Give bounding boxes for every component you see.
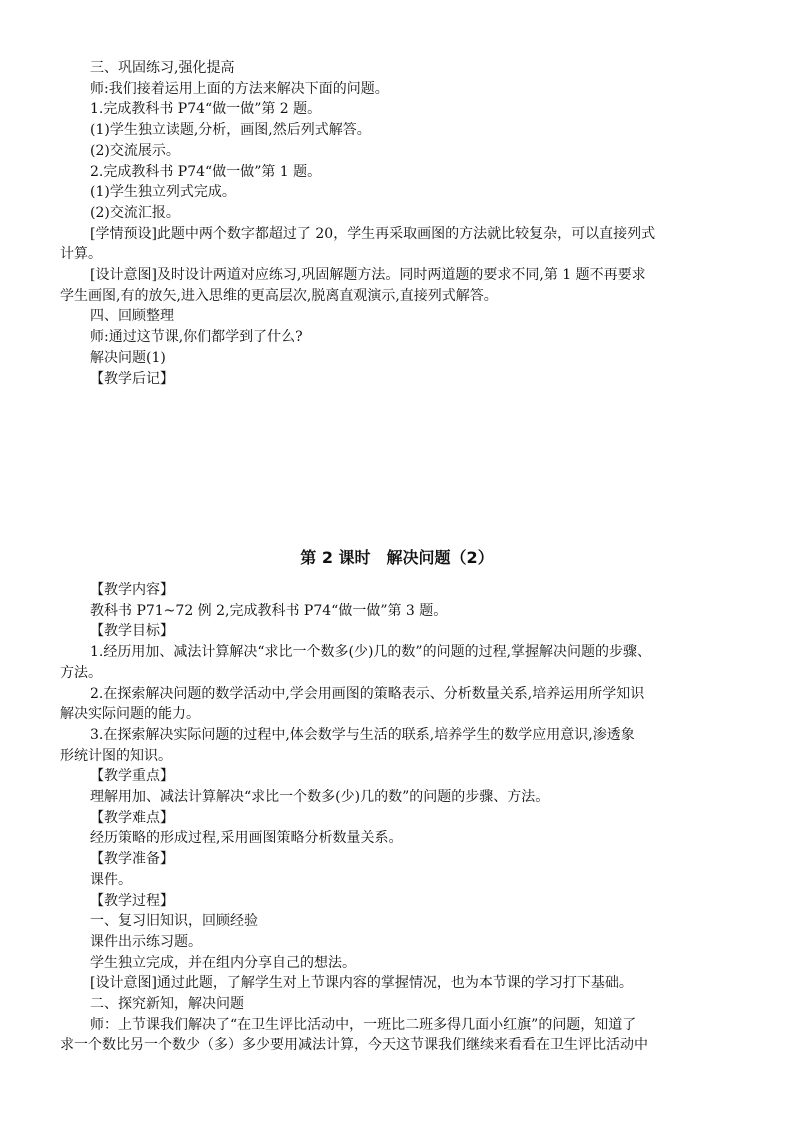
heading-review: 四、回顾整理: [90, 308, 174, 325]
difficulty-text: 经历策略的形成过程,采用画图策略分析数量关系。: [90, 830, 403, 847]
process-line: [设计意图]通过此题，了解学生对上节课内容的掌握情况，也为本节课的学习打下基础。: [90, 975, 633, 992]
teacher-paragraph-line: 师：上节课我们解决了“在卫生评比活动中，一班比二班多得几面小红旗”的问题，知道了: [90, 1016, 637, 1033]
heading-difficulty: 【教学难点】: [90, 809, 174, 826]
paragraph-teacher-intro: 师:我们接着运用上面的方法来解决下面的问题。: [90, 80, 389, 97]
goal-line: 3.在探索解决实际问题的过程中,体会数学与生活的联系,培养学生的数学应用意识,渗透象: [90, 726, 635, 743]
lesson-title: 第 2 课时 解决问题（2）: [300, 548, 494, 567]
preset-note-line: [学情预设]此题中两个数字都超过了 20，学生再采取画图的方法就比较复杂，可以直接列式: [90, 225, 656, 242]
goal-line: 1.经历用加、减法计算解决“求比一个数多(少)几的数”的问题的过程,掌握解决问题的步骤、: [90, 644, 652, 661]
heading-process: 【教学过程】: [90, 892, 174, 909]
section-consolidation: [60, 58, 740, 389]
heading-key-point: 【教学重点】: [90, 768, 174, 785]
preparation-text: 课件。: [90, 871, 132, 888]
design-intent-line: [设计意图]及时设计两道对应练习,巩固解题方法。同时两道题的要求不同,第 1 题不再要求: [90, 267, 646, 284]
exercise-item-2: 2.完成教科书 P74“做一做”第 1 题。: [90, 163, 322, 180]
exercise-step: (2)交流汇报。: [90, 204, 180, 221]
process-line: 二、探究新知，解决问题: [90, 996, 244, 1013]
goal-line: 形统计图的知识。: [60, 747, 172, 764]
heading-content: 【教学内容】: [90, 582, 174, 598]
heading-consolidation: 三、巩固练习,强化提高: [90, 60, 235, 76]
heading-preparation: 【教学准备】: [90, 851, 174, 868]
content-text: 教科书 P71~72 例 2,完成教科书 P74“做一做”第 3 题。: [90, 602, 448, 619]
goal-line: 2.在探索解决问题的数学活动中,学会用画图的策略表示、分析数量关系,培养运用所学知识: [90, 685, 645, 702]
design-intent-line: 学生画图,有的放矢,进入思维的更高层次,脱离直观演示,直接列式解答。: [60, 287, 498, 304]
heading-postscript: 【教学后记】: [90, 370, 174, 387]
section-lesson-2: [60, 580, 740, 1056]
teacher-paragraph-line: 求一个数比另一个数少（多）多少要用减法计算，今天这节课我们继续来看看在卫生评比活动中: [60, 1037, 648, 1054]
process-line: 课件出示练习题。: [90, 933, 202, 950]
heading-goals: 【教学目标】: [90, 623, 174, 640]
process-line: 一、复习旧知识，回顾经验: [90, 913, 258, 930]
process-line: 学生独立完成，并在组内分享自己的想法。: [90, 954, 356, 971]
goal-line: 方法。: [60, 664, 102, 681]
exercise-step: (1)学生独立读题,分析，画图,然后列式解答。: [90, 122, 371, 139]
key-point-text: 理解用加、减法计算解决“求比一个数多(少)几的数”的问题的步骤、方法。: [90, 789, 550, 806]
preset-note-line: 计算。: [60, 246, 102, 263]
exercise-item-1: 1.完成教科书 P74“做一做”第 2 题。: [90, 101, 322, 118]
lesson-label: 解决问题(1): [90, 349, 166, 366]
exercise-step: (2)交流展示。: [90, 142, 180, 159]
goal-line: 解决实际问题的能力。: [60, 706, 200, 723]
exercise-step: (1)学生独立列式完成。: [90, 184, 236, 201]
paragraph-teacher-question: 师:通过这节课,你们都学到了什么?: [90, 329, 303, 346]
